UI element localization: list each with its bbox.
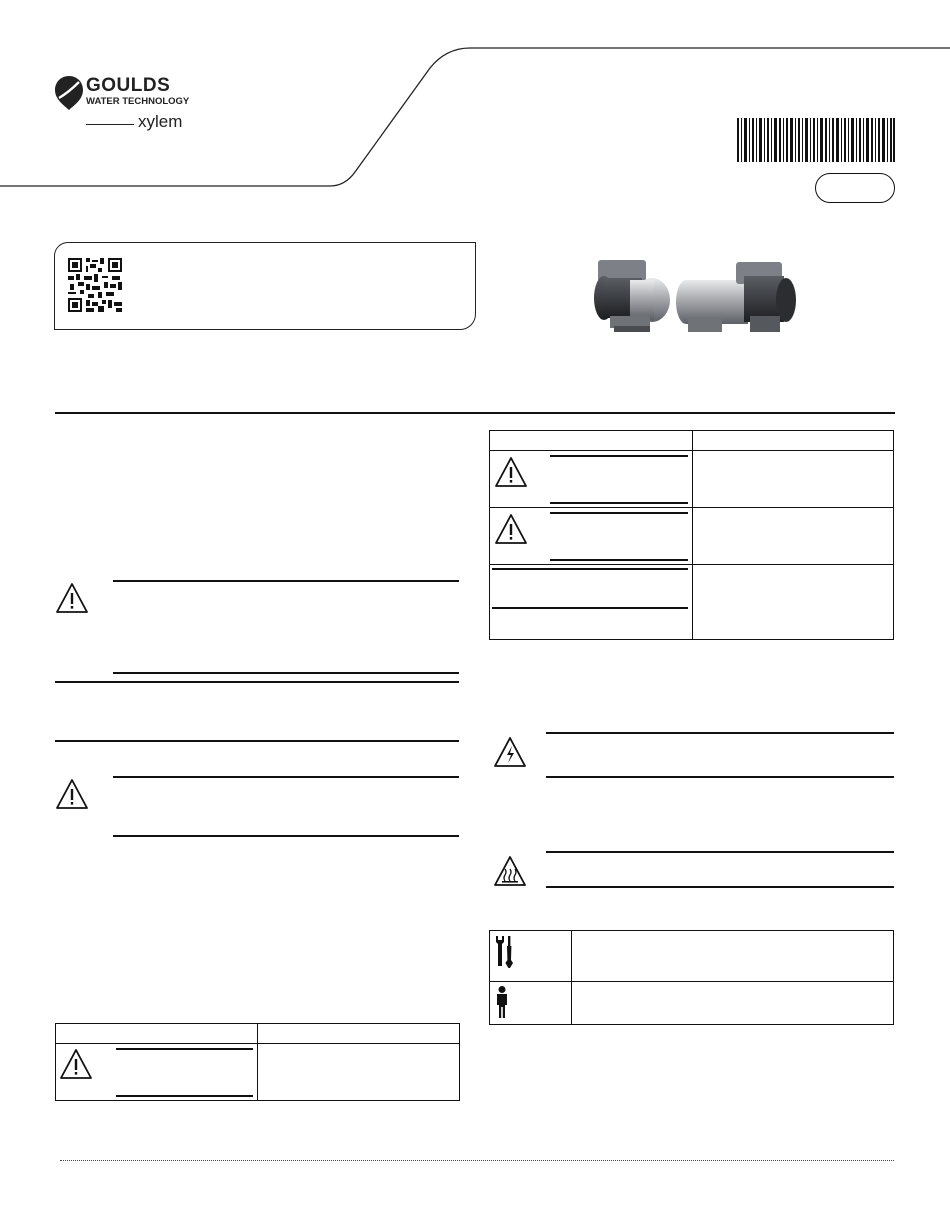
cell-top-rule	[550, 512, 688, 514]
brand-name: GOULDS	[86, 75, 171, 96]
hazard-top-rule	[546, 851, 894, 853]
table-header-cell	[489, 430, 693, 451]
barcode-icon	[737, 118, 895, 162]
electrical-hazard-icon	[493, 736, 527, 768]
cell-bottom-rule	[492, 607, 688, 609]
table-header-cell	[55, 1023, 258, 1044]
table-header-cell	[257, 1023, 460, 1044]
hazard-bottom-rule	[546, 886, 894, 888]
hazard-top-rule	[546, 732, 894, 734]
warning-triangle-icon	[55, 582, 89, 614]
warning-triangle-icon	[55, 778, 89, 810]
qr-code-icon	[68, 258, 122, 312]
cell-bottom-rule	[550, 559, 688, 561]
warning-bottom-rule	[113, 835, 459, 837]
warning-triangle-icon	[59, 1048, 93, 1080]
goulds-drop-logo-icon	[55, 76, 83, 110]
cell-bottom-rule	[550, 502, 688, 504]
table-cell	[257, 1043, 460, 1101]
parent-brand: xylem	[138, 112, 183, 131]
table-cell	[489, 564, 693, 640]
person-icon	[494, 986, 510, 1018]
hot-surface-icon	[493, 855, 527, 887]
pump-product-image	[590, 250, 800, 340]
document-code-badge	[815, 173, 895, 203]
table-header-cell	[692, 430, 894, 451]
warning-triangle-icon	[494, 456, 528, 488]
brand-divider	[86, 124, 134, 125]
table-cell	[692, 564, 894, 640]
table-cell	[692, 450, 894, 508]
footer-divider	[60, 1160, 894, 1161]
table-cell	[692, 507, 894, 565]
section-rule	[55, 740, 459, 742]
cell-top-rule	[492, 568, 688, 570]
cell-top-rule	[116, 1048, 253, 1050]
warning-top-rule	[113, 580, 459, 582]
section-rule	[55, 681, 459, 683]
warning-triangle-icon	[494, 513, 528, 545]
table-cell	[571, 930, 894, 982]
cell-top-rule	[550, 455, 688, 457]
warning-top-rule	[113, 776, 459, 778]
cell-bottom-rule	[116, 1095, 253, 1097]
hazard-bottom-rule	[546, 776, 894, 778]
tools-icon	[494, 936, 516, 968]
section-rule	[55, 412, 895, 414]
warning-bottom-rule	[113, 672, 459, 674]
table-cell	[571, 981, 894, 1025]
brand-subtitle: WATER TECHNOLOGY	[86, 96, 190, 107]
